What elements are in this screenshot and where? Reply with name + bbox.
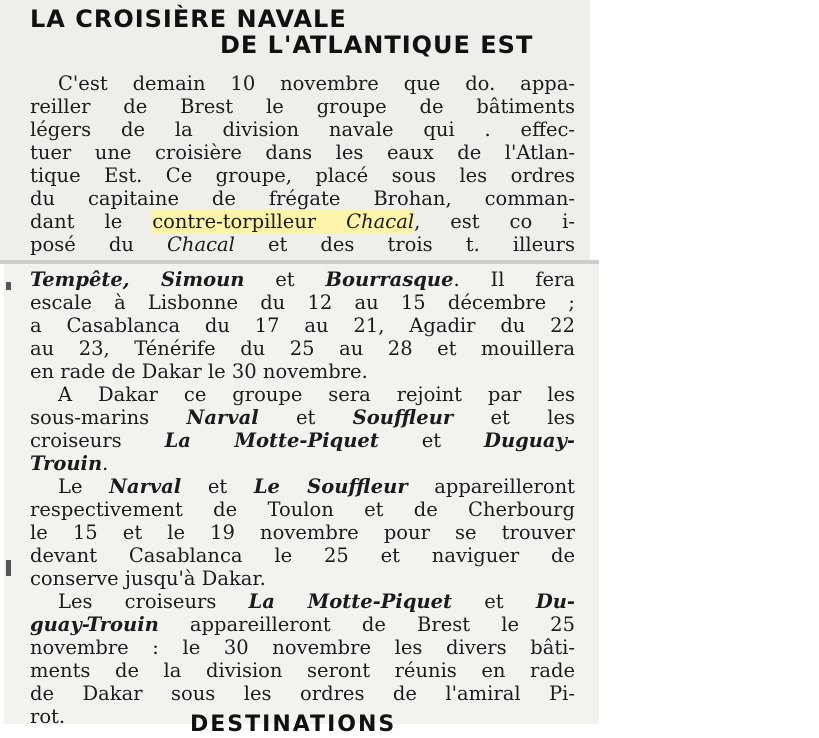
text-line: légers de la division navale qui . effec- <box>30 118 575 141</box>
text-line: tique Est. Ce groupe, placé sous les ordres <box>30 164 575 187</box>
text-line: novembre : le 30 novembre les divers bâti- <box>30 636 575 659</box>
text-line: du capitaine de frégate Brohan, comman- <box>30 187 575 210</box>
strip-seam <box>0 260 599 264</box>
text-line: Les croiseurs La Motte-Piquet et Du- <box>58 590 575 613</box>
text-line: de Dakar sous les ordres de l'amiral Pi- <box>30 682 575 705</box>
text-line: C'est demain 10 novembre que do. appa- <box>58 72 575 95</box>
text-line: dant le contre-torpilleur Chacal, est co i- <box>30 210 575 233</box>
text-line: ments de la division seront réunis en rade <box>30 659 575 682</box>
text-line: reiller de Brest le groupe de bâtiments <box>30 95 575 118</box>
text-line: Le Narval et Le Souffleur appareilleront <box>58 475 575 498</box>
text-line: Trouin. <box>30 452 109 475</box>
text-line: en rade de Dakar le 30 novembre. <box>30 360 368 383</box>
text-line: conserve jusqu'à Dakar. <box>30 567 266 590</box>
text-line: a Casablanca du 17 au 21, Agadir du 22 <box>30 314 575 337</box>
text-line: posé du Chacal et des trois t. illeurs <box>30 233 575 256</box>
text-line: au 23, Ténérife du 25 au 28 et mouillera <box>30 337 575 360</box>
margin-mark <box>6 282 11 290</box>
text-line: guay-Trouin appareilleront de Brest le 25 <box>30 613 575 636</box>
text-line: tuer une croisière dans les eaux de l'Atlan- <box>30 141 575 164</box>
highlight-term: contre-torpilleur <box>152 210 317 233</box>
text-line: devant Casablanca le 25 et naviguer de <box>30 544 575 567</box>
text-line: le 15 et le 19 novembre pour se trouver <box>30 521 575 544</box>
next-article-heading: DESTINATIONS <box>190 712 397 737</box>
margin-mark <box>6 560 11 576</box>
headline-line-2: DE L'ATLANTIQUE EST <box>220 31 534 59</box>
headline-line-1: LA CROISIÈRE NAVALE <box>30 5 347 33</box>
text-line: Tempête, Simoun et Bourrasque. Il fera <box>30 268 575 291</box>
text-line: escale à Lisbonne du 12 au 15 décembre ; <box>30 291 575 314</box>
text-line: respectivement de Toulon et de Cherbourg <box>30 498 575 521</box>
text-line: sous-marins Narval et Souffleur et les <box>30 406 576 429</box>
text-line: A Dakar ce groupe sera rejoint par les <box>58 383 575 406</box>
text-line: rot. <box>30 705 66 728</box>
highlight-term-italic: Chacal <box>346 210 415 233</box>
text-line: croiseurs La Motte-Piquet et Duguay- <box>30 429 575 452</box>
